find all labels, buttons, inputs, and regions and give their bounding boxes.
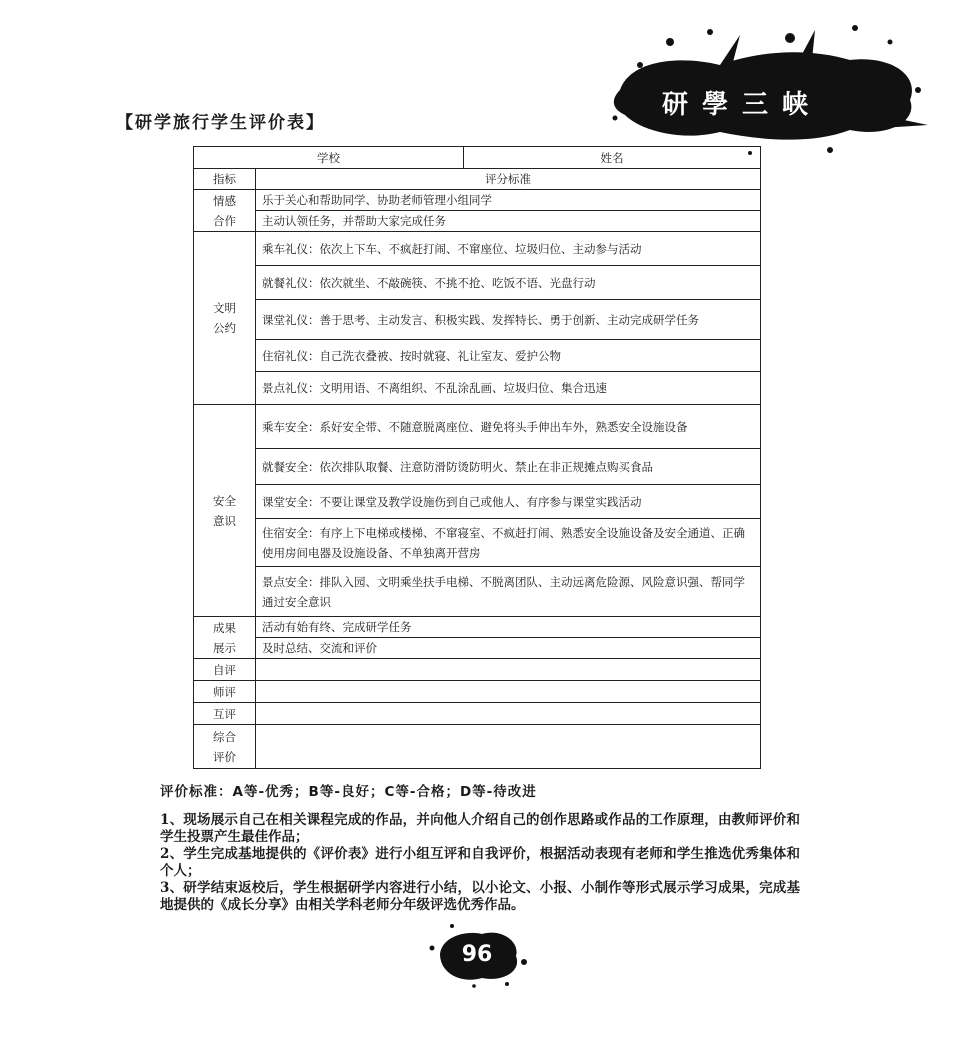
emotion-label: 情感 合作 [194, 190, 256, 232]
school-label: 学校 [194, 147, 464, 169]
grading-note: 评价标准：A等-优秀；B等-良好；C等-合格；D等-待改进 [160, 784, 537, 800]
emotion-item: 主动认领任务，并帮助大家完成任务 [256, 211, 761, 232]
table-header-row [194, 147, 761, 169]
results-item: 活动有始有终、完成研学任务 [256, 617, 761, 638]
safety-item: 乘车安全：系好安全带、不随意脱离座位、避免将头手伸出车外，熟悉安全设施设备 [256, 405, 761, 449]
civility-item: 景点礼仪：文明用语、不离组织、不乱涂乱画、垃圾归位、集合迅速 [256, 372, 761, 405]
document-title: 【研学旅行学生评价表】 [116, 113, 325, 133]
safety-item: 课堂安全：不要让课堂及教学设施伤到自己或他人、有序参与课堂实践活动 [256, 485, 761, 519]
table-row [194, 617, 761, 638]
results-label: 成果 展示 [194, 617, 256, 659]
overall-eval-cell[interactable] [256, 725, 761, 769]
table-row [194, 211, 761, 232]
column-header-row [194, 169, 761, 190]
safety-item: 景点安全：排队入园、文明乘坐扶手电梯、不脱离团队、主动远离危险源、风险意识强、帮同学通过安全意识 [256, 567, 761, 617]
name-label: 姓名 [464, 147, 761, 169]
peer-eval-label: 互评 [194, 703, 256, 725]
table-row [194, 725, 761, 769]
standard-header: 评分标准 [256, 169, 761, 190]
self-eval-cell[interactable] [256, 659, 761, 681]
table-row [194, 190, 761, 211]
page-number: 96 [461, 942, 493, 967]
note-item: 3、研学结束返校后，学生根据研学内容进行小结，以小论文、小报、小制作等形式展示学习成果，完成基地提供的《成长分享》由相关学科老师分年级评选优秀作品。 [160, 880, 800, 913]
safety-item: 就餐安全：依次排队取餐、注意防滑防烫防明火、禁止在非正规摊点购买食品 [256, 449, 761, 485]
emotion-item: 乐于关心和帮助同学、协助老师管理小组同学 [256, 190, 761, 211]
notes-block [160, 812, 800, 914]
safety-label: 安全 意识 [194, 405, 256, 617]
table-row [194, 703, 761, 725]
table-row [194, 681, 761, 703]
civility-item: 住宿礼仪：自己洗衣叠被、按时就寝、礼让室友、爱护公物 [256, 340, 761, 372]
evaluation-table [193, 146, 761, 769]
civility-item: 就餐礼仪：依次就坐、不敲碗筷、不挑不抢、吃饭不语、光盘行动 [256, 266, 761, 300]
indicator-header: 指标 [194, 169, 256, 190]
civility-item: 乘车礼仪：依次上下车、不疯赶打闹、不窜座位、垃圾归位、主动参与活动 [256, 232, 761, 266]
peer-eval-cell[interactable] [256, 703, 761, 725]
civility-item: 课堂礼仪：善于思考、主动发言、积极实践、发挥特长、勇于创新、主动完成研学任务 [256, 300, 761, 340]
banner-title: 研學三峡 [662, 90, 823, 120]
teacher-eval-label: 师评 [194, 681, 256, 703]
teacher-eval-cell[interactable] [256, 681, 761, 703]
self-eval-label: 自评 [194, 659, 256, 681]
table-row [194, 232, 761, 266]
overall-eval-label: 综合 评价 [194, 725, 256, 769]
table-row [194, 405, 761, 449]
note-item: 1、现场展示自己在相关课程完成的作品，并向他人介绍自己的创作思路或作品的工作原理，由教师评价和学生投票产生最佳作品； [160, 812, 800, 845]
results-item: 及时总结、交流和评价 [256, 638, 761, 659]
note-item: 2、学生完成基地提供的《评价表》进行小组互评和自我评价，根据活动表现有老师和学生推选优秀集体和个人； [160, 846, 800, 879]
civility-label: 文明 公约 [194, 232, 256, 405]
safety-item: 住宿安全：有序上下电梯或楼梯、不窜寝室、不疯赶打闹、熟悉安全设施设备及安全通道、正确使用房间电器及设施设备、不单独离开营房 [256, 519, 761, 567]
table-row [194, 659, 761, 681]
